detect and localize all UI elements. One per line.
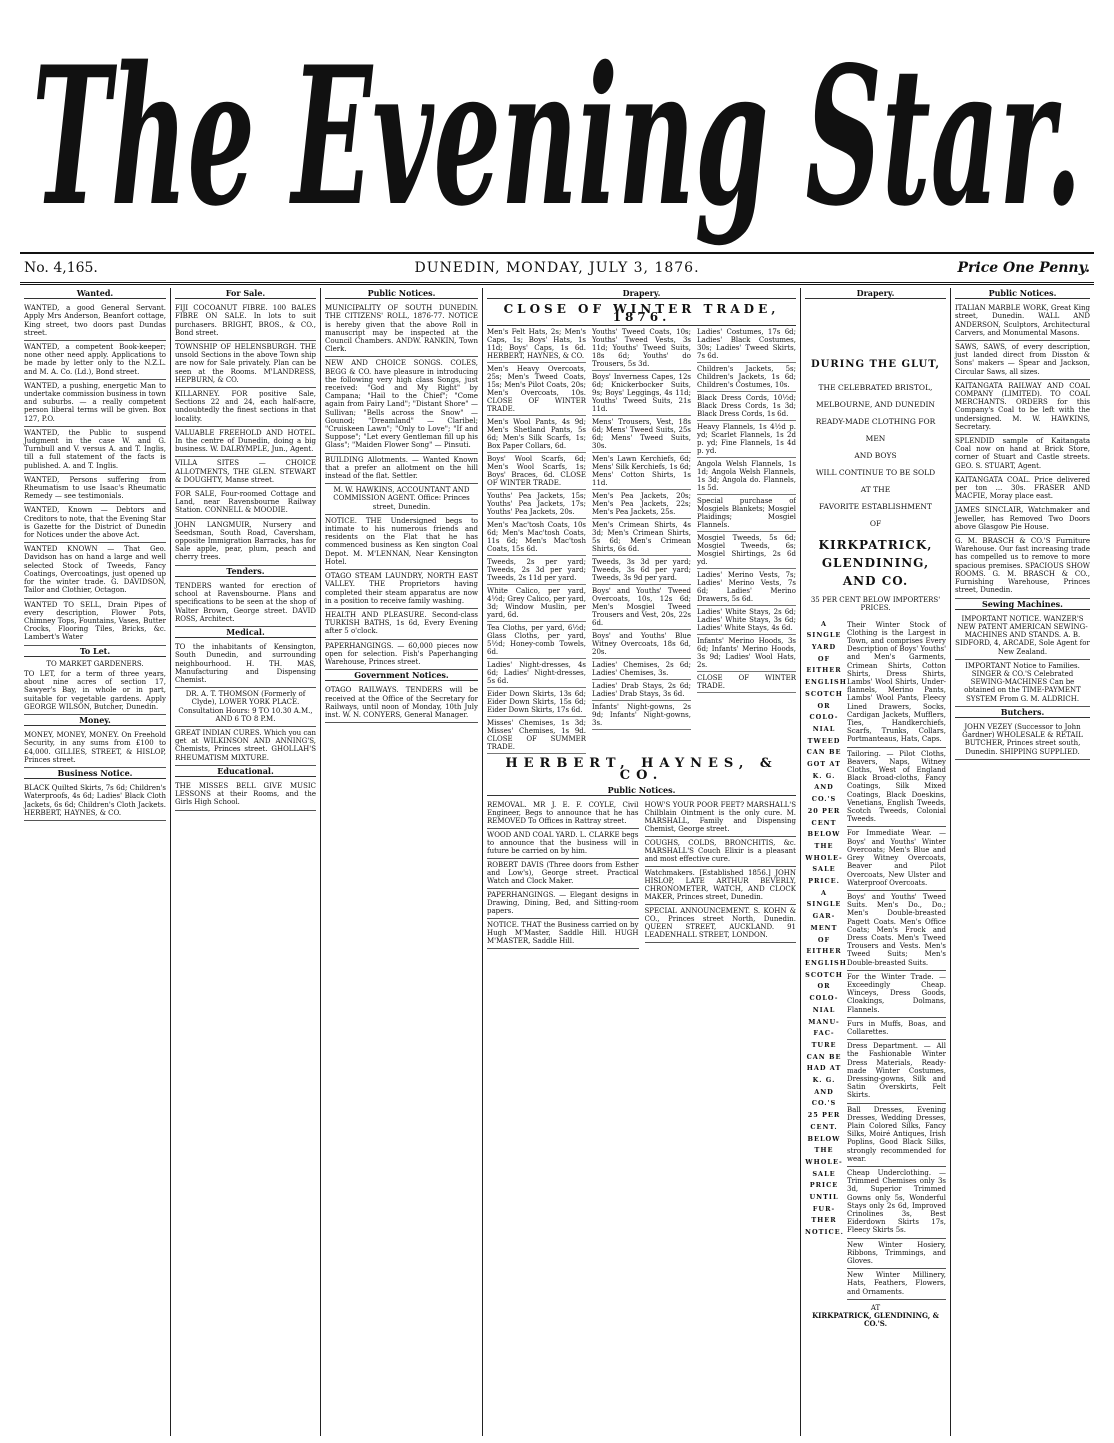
- public-notices-col-b: [645, 799, 797, 949]
- vertical-slogan-word: FAC-: [813, 1029, 835, 1038]
- ad: WANTED KNOWN — That Geo. Davidson has on hand a large and well selected Stock of Tweeds, Fancy Coatings, Overcoatings, just opened up for the winter trade. G. DAVIDSON, Tailor and Clothier, Octagon.: [24, 543, 166, 598]
- vertical-slogan-word: WHOLE-: [805, 853, 843, 862]
- vertical-slogan-word: THE: [814, 1146, 834, 1155]
- drapery-col-b: [592, 326, 691, 754]
- price-block: Tweeds, 3s 3d per yard; Tweeds, 3s 6d per yard; Tweeds, 3s 9d per yard.: [592, 556, 691, 585]
- drapery-col-c: [697, 326, 796, 754]
- price-block: Men's Crimean Shirts, 4s 3d; Men's Crimean Shirts, 5s 6d; Men's Crimean Shirts, 6s 6d.: [592, 519, 691, 556]
- column-drapery-kg: [800, 288, 950, 1436]
- vertical-slogan-word: SINGLE: [806, 631, 842, 640]
- ad: Boys' and Youths' Tweed Suits. Men's Do., Do.; Men's Double-breasted Pagett Coats. Men's Office Coats; Men's Frock and Dress Coats. Men's Tweed Trousers and Vests. Men's Tweed Suits; Men's Double-breasted Suits.: [847, 891, 946, 971]
- kg-firm: KIRKPATRICK, GLENDINING, AND CO.: [818, 538, 933, 589]
- section-heading-medical: Medical.: [175, 628, 316, 638]
- intro-line: OF: [869, 519, 882, 529]
- ad: WANTED TO SELL, Drain Pipes of every description, Flower Pots, Chimney Tops, Fountains, Vases, Butter Crocks, Flooring Tiles, Bricks, &c. Lambert's Water: [24, 599, 166, 646]
- ad: WANTED, Persons suffering from Rheumatism to use Isaac's Rheumatic Remedy — see testimonials.: [24, 474, 166, 505]
- vertical-slogan-word: NOTICE.: [805, 1228, 844, 1237]
- ad: MUNICIPALITY OF SOUTH DUNEDIN. THE CITIZENS' ROLL, 1876-77. NOTICE is hereby given that the above Roll in manuscript may be inspected at the Council Chambers. ANDW. RANKIN, Town Clerk.: [325, 302, 478, 357]
- price-block: Men's Wool Pants, 4s 9d; Men's Shetland Pants, 5s 6d; Men's Silk Scarfs, 1s; Box Paper Collars, 6d.: [487, 416, 586, 453]
- vertical-slogan-word: SALE: [812, 1169, 836, 1178]
- drapery-firm: HERBERT, HAYNES, & CO.: [505, 755, 778, 783]
- ad: Watchmakers. [Established 1856.] JOHN HISLOP, LATE ARTHUR BEVERLY, CHRONOMETER, WATCH, AND CLOCK MAKER, Princes street, Dunedin.: [645, 867, 797, 905]
- ad: Furs in Muffs, Boas, and Collarettes.: [847, 1018, 946, 1040]
- price-block: Eider Down Skirts, 13s 6d; Eider Down Skirts, 15s 6d; Eider Down Skirts, 17s 6d.: [487, 688, 586, 717]
- ad: MONEY, MONEY, MONEY. On Freehold Security, in any sums from £100 to £4,000. GILLIES, STREET, & HISLOP, Princes street.: [24, 729, 166, 768]
- price-block: Men's Mac'tosh Coats, 10s 6d; Men's Mac'tosh Coats, 11s 6d; Men's Mac'tosh Coats, 15s 6d.: [487, 519, 586, 556]
- vertical-slogan-word: CAN BE: [806, 748, 842, 757]
- ad: TOWNSHIP OF HELENSBURGH. THE unsold Sections in the above Town ship are now for Sale privately. Plan can be seen at the Rooms. M'LANDRESS, HEPBURN, & CO.: [175, 341, 316, 388]
- vertical-slogan-word: SCOTCH: [805, 689, 843, 698]
- kg-below: 35 PER CENT BELOW IMPORTERS' PRICES.: [810, 596, 941, 613]
- vertical-slogan-word: GAR-: [812, 912, 836, 921]
- vertical-slogan-word: ENGLISH: [805, 959, 847, 967]
- price-block: Special purchase of Mosgiels Blankets; Mosgiel Plaidings; Mosgiel Flannels.: [697, 495, 796, 532]
- kg-vertical-slogan: [805, 619, 847, 1300]
- intro-line: THE CELEBRATED BRISTOL, MELBOURNE, AND DUNEDIN: [816, 383, 935, 410]
- vertical-slogan-word: AND: [814, 1087, 834, 1096]
- ad: HEALTH AND PLEASURE. Second-class TURKISH BATHS, 1s 6d, Every Evening after 5 o'clock.: [325, 609, 478, 640]
- price-block: Ladies' Drab Stays, 2s 6d; Ladies' Drab Stays, 3s 6d.: [592, 680, 691, 701]
- ad: WANTED, Known — Debtors and Creditors to note, that the Evening Star is Gazette for the District of Dunedin for Notices under the above Act.: [24, 504, 166, 543]
- price-block: Children's Jackets, 5s; Children's Jackets, 1s 6d; Children's Costumes, 10s.: [697, 363, 796, 392]
- ad: KAITANGATA COAL. Price delivered per ton ... 30s. FRASER AND MACFIE, Moray place east.: [955, 474, 1090, 505]
- ad: WOOD AND COAL YARD. L. CLARKE begs to announce that the business will in future be carried on by him.: [487, 829, 639, 859]
- price-block: Ladies' Chemises, 2s 6d; Ladies' Chemises, 3s.: [592, 659, 691, 680]
- section-heading-butchers: Butchers.: [955, 708, 1090, 718]
- vertical-slogan-word: GOT AT: [807, 760, 841, 769]
- price: Price One Penny.: [957, 260, 1090, 276]
- ad: ROBERT DAVIS (Three doors from Esther and Low's), George street. Practical Watch and Clock Maker.: [487, 859, 639, 889]
- vertical-slogan-word: UNTIL: [809, 1193, 839, 1202]
- ad: COUGHS, COLDS, BRONCHITIS, &c. MARSHALL'S Couch Elixir is a pleasant and most effective cure.: [645, 837, 797, 867]
- masthead-title-graphic: [20, 18, 1094, 246]
- section-heading-educational: Educational.: [175, 767, 316, 777]
- vertical-slogan-word: AND: [814, 783, 834, 792]
- ad: WANTED, a good General Servant. Apply Mrs Anderson, Beanfort cottage, King street, two doors past Dundas street.: [24, 302, 166, 341]
- intro-line: AT THE: [860, 485, 891, 495]
- public-notices-grid: [487, 799, 796, 949]
- vertical-slogan-word: OF: [817, 935, 831, 944]
- section-heading-public-notices: Public Notices.: [325, 289, 478, 299]
- section-heading-money: Money.: [24, 716, 166, 726]
- drapery-price-grid: [487, 326, 796, 754]
- vertical-slogan-word: THE: [814, 841, 834, 850]
- ad: Ball Dresses, Evening Dresses, Wedding Dresses, Plain Colored Silks, Fancy Silks, Moiré Antiques, Irish Poplins, Good Black Silks, strongly recommended for wear.: [847, 1104, 946, 1167]
- masthead: [20, 18, 1094, 246]
- ad: SPLENDID sample of Kaitangata Coal now on hand at Brick Store, corner of Stuart and Castle streets. GEO. S. STUART, Agent.: [955, 435, 1090, 474]
- ad: OTAGO STEAM LAUNDRY, NORTH EAST VALLEY. THE Proprietors having completed their steam apparatus are now in a position to receive family washing.: [325, 570, 478, 609]
- vertical-slogan-word: 20 PER: [807, 806, 841, 815]
- vertical-slogan-word: WHOLE-: [805, 1157, 843, 1166]
- intro-line: FAVORITE ESTABLISHMENT: [819, 502, 932, 512]
- price-block: Infants' Night-gowns, 2s 9d; Infants' Night-gowns, 3s.: [592, 701, 691, 730]
- ad: THE MISSES BELL GIVE MUSIC LESSONS at their Rooms, and the Girls High School.: [175, 780, 316, 811]
- glut-heading: DURING THE GLUT,: [810, 359, 941, 371]
- price-block: Ladies' Costumes, 17s 6d; Ladies' Black Costumes, 30s; Ladies' Tweed Skirts, 7s 6d.: [697, 326, 796, 363]
- dateline-bar: [20, 252, 1094, 285]
- vertical-slogan-word: BELOW: [807, 1134, 841, 1143]
- ad: G. M. BRASCH & CO.'S Furniture Warehouse. Our fast increasing trade has compelled us to remove to more spacious premises. SPACIOUS SHOW ROOMS. G. M. BRASCH & CO., Furnishing Warehouse, Princes street, Dunedin.: [955, 535, 1090, 598]
- vertical-slogan-word: MANU-: [808, 1017, 840, 1026]
- vertical-slogan-word: SCOTCH: [805, 970, 843, 979]
- vertical-slogan-word: A: [820, 619, 828, 628]
- ad: WANTED, a pushing, energetic Man to undertake commission business in town and suburbs. — a really competent person liberal terms will be given. Box 127, P.O.: [24, 380, 166, 427]
- section-heading-government: Government Notices.: [325, 671, 478, 681]
- price-block: Men's Lawn Kerchiefs, 6d; Mens' Silk Kerchiefs, 1s 6d; Mens' Cotton Shirts, 1s 11d.: [592, 453, 691, 490]
- vertical-slogan-word: CAN BE: [806, 1052, 842, 1061]
- vertical-slogan-word: PRICE.: [808, 877, 840, 886]
- section-heading-drapery: Drapery.: [487, 289, 796, 299]
- vertical-slogan-word: THER: [811, 1216, 837, 1225]
- vertical-slogan-word: MENT: [810, 923, 838, 932]
- price-block: Boys' and Youths' Blue Witney Overcoats, 18s 6d, 20s.: [592, 630, 691, 659]
- vertical-slogan-word: YARD: [811, 643, 837, 652]
- ad: For the Winter Trade. — Exceedingly Cheap. Winceys, Dress Goods, Cloakings, Dolmans, Flannels.: [847, 971, 946, 1018]
- ad: REMOVAL. MR J. E. F. COYLE, Civil Engineer, Begs to announce that he has REMOVED To Offices in Rattray street.: [487, 799, 639, 829]
- ad: ITALIAN MARBLE WORK, Great King street, Dunedin. WALL AND ANDERSON, Sculptors, Architectural Carvers, and Monumental Masons.: [955, 302, 1090, 341]
- vertical-slogan-word: A: [820, 888, 828, 897]
- issue-number: No. 4,165.: [24, 260, 98, 276]
- price-block: Ladies' White Stays, 2s 6d; Ladies' White Stays, 3s 6d; Ladies' White Stays, 4s 6d.: [697, 606, 796, 635]
- vertical-slogan-word: TWEED: [807, 736, 841, 745]
- vertical-slogan-word: COLO-: [809, 713, 839, 722]
- ad: SAWS, SAWS, of every description, just landed direct from Disston & Sons' makers — Spear and Jackson, Circular Saws, all sizes.: [955, 341, 1090, 380]
- ad: TO LET, for a term of three years, about nine acres of section 17, Sawyer's Bay, in whole or in part, suitable for vegetable gardens. Apply GEORGE WILSON, Butcher, Dunedin.: [24, 668, 166, 715]
- vertical-slogan-word: CO.'S: [811, 795, 837, 804]
- ad: BLACK Quilted Skirts, 7s 6d; Children's Waterproofs, 4s 6d; Ladies' Black Cloth Jackets, 6s 6d; Children's Cloth Jackets. HERBERT, HAYNES, & CO.: [24, 782, 166, 821]
- price-block: Men's Heavy Overcoats, 25s; Men's Tweed Coats, 15s; Men's Pilot Coats, 20s; Men's Overcoats, 10s. CLOSE OF WINTER TRADE.: [487, 363, 586, 416]
- price-block: Tea Cloths, per yard, 6½d; Glass Cloths, per yard, 5½d; Honey-comb Towels, 6d.: [487, 622, 586, 659]
- ad: SPECIAL ANNOUNCEMENT. S. KOHN & CO., Princes street North, Dunedin. QUEEN STREET, AUCKLAND. 91 LEADENHALL STREET, LONDON.: [645, 905, 797, 943]
- vertical-slogan-word: FUR-: [812, 1204, 836, 1213]
- section-heading-for-sale: For Sale.: [175, 289, 316, 299]
- ad: M. W. HAWKINS, ACCOUNTANT AND COMMISSION AGENT. Office: Princes street, Dunedin.: [325, 484, 478, 515]
- ad: IMPORTANT NOTICE. WANZER'S NEW PATENT AMERICAN SEWING-MACHINES AND STANDS. A. B. SIDFORD, 4, ARCADE, Sole Agent for New Zealand.: [955, 613, 1090, 660]
- price-block: Youths' Tweed Coats, 10s; Youths' Tweed Vests, 3s 11d; Youths' Tweed Suits, 18s 6d; Youths' do Trousers, 5s 3d.: [592, 326, 691, 371]
- vertical-slogan-word: COLO-: [809, 994, 839, 1003]
- price-block: Men's Felt Hats, 2s; Men's Caps, 1s; Boys' Hats, 1s 11d; Boys' Caps, 1s 6d. HERBERT, HAYNES, & CO.: [487, 326, 586, 363]
- ad: TENDERS wanted for erection of school at Ravensbourne. Plans and specifications to be seen at the shop of Walter Brown, George street. DAVID ROSS, Architect.: [175, 580, 316, 627]
- masthead-title: The Evening Star.: [32, 25, 1082, 246]
- price-block: Black Dress Cords, 10½d; Black Dress Cords, 1s 3d; Black Dress Cords, 1s 6d.: [697, 392, 796, 421]
- drapery-col-a: [487, 326, 586, 754]
- ad: TO the inhabitants of Kensington, South Dunedin, and surrounding neighbourhood. H. TH. MAS, Manufacturing and Dispensing Chemist.: [175, 641, 316, 688]
- vertical-slogan-word: SINGLE: [806, 900, 842, 909]
- vertical-slogan-word: CO.'S: [811, 1099, 837, 1108]
- price-block: Mosgiel Tweeds, 5s 6d; Mosgiel Tweeds, 6s; Mosgiel Shirtings, 2s 6d yd.: [697, 532, 796, 569]
- intro-line: WILL CONTINUE TO BE SOLD: [815, 468, 936, 478]
- vertical-slogan-word: SALE: [812, 865, 836, 874]
- price-block: Angola Welsh Flannels, 1s 1d; Angola Welsh Flannels, 1s 3d; Angola do. Flannels, 1s 5d.: [697, 458, 796, 495]
- to-let-title: TO MARKET GARDENERS.: [46, 659, 144, 668]
- section-heading-sewing: Sewing Machines.: [955, 600, 1090, 610]
- price-block: Boys' Inverness Capes, 12s 6d; Knickerbocker Suits, 9s; Boys' Leggings, 4s 11d; Youths' Tweed Suits, 21s 11d.: [592, 371, 691, 416]
- vertical-slogan-word: EITHER: [806, 947, 842, 956]
- vertical-slogan-word: NIAL: [812, 1005, 836, 1014]
- ad: JAMES SINCLAIR, Watchmaker and Jeweller, has Removed Two Doors above Glasgow Pie House.: [955, 504, 1090, 535]
- price-block: Youths' Pea Jackets, 15s; Youths' Pea Jackets, 17s; Youths' Pea Jackets, 20s.: [487, 490, 586, 519]
- ad: OTAGO RAILWAYS. TENDERS will be received at the Office of the Secretary for Railways, until noon of Monday, 10th July inst. W. N. CONYERS, General Manager.: [325, 684, 478, 723]
- vertical-slogan-word: CENT: [811, 818, 837, 827]
- intro-line: AND BOYS: [854, 451, 897, 461]
- vertical-slogan-word: K. G.: [812, 771, 836, 780]
- vertical-slogan-word: EITHER: [806, 666, 842, 675]
- section-heading-wanted: Wanted.: [24, 289, 166, 299]
- ad: Dress Department. — All the Fashionable Winter Dress Materials, Ready-made Winter Costumes, Dressing-gowns, Silk and Satin Overskirts, Felt Skirts.: [847, 1040, 946, 1103]
- ad: NEW AND CHOICE SONGS. COLES, BEGG & CO. have pleasure in introducing the following very high class Songs, just received: "God and My Right" by Campana; "Hail to the Chief"; "Come again from Fairy Land"; "Distant Shore" — Sullivan; "Bells across the Snow" — Gounod; "Dreamland" — Claribel; "Cruiskeen Lawn"; "Only to Love"; "If and Suppose"; "Let every Gentleman fill up his Glass"; "Maiden Flower Song" — Pinsuti.: [325, 357, 478, 453]
- intro-line: READY-MADE CLOTHING FOR MEN: [815, 417, 936, 444]
- ad: PAPERHANGINGS. — Elegant designs in Drawing, Dining, Bed, and Sitting-room papers.: [487, 889, 639, 919]
- kg-body: [805, 619, 946, 1300]
- price-block: Mens' Trousers, Vest, 18s 6d; Mens' Tweed Suits, 25s 6d; Mens' Tweed Suits, 30s.: [592, 416, 691, 453]
- vertical-slogan-word: OF: [817, 654, 831, 663]
- kg-address: KIRKPATRICK, GLENDINING, & CO.'S.: [812, 1311, 939, 1329]
- columns: [20, 288, 1094, 1436]
- drapery-title: CLOSE OF WINTER TRADE, 1876.: [487, 302, 796, 325]
- vertical-slogan-word: TURE: [811, 1040, 837, 1049]
- ad: KAITANGATA RAILWAY AND COAL COMPANY (LIMITED). TO COAL MERCHANTS. ORDERS for this Company's Coal to be left with the undersigned. M. W. HAWKINS, Secretary.: [955, 380, 1090, 435]
- ad: WANTED, a competent Book-keeper; none other need apply. Applications to be made by letter only to the N.Z.L. and M. A. Co. (Ld.), Bond street.: [24, 341, 166, 380]
- ad: Tailoring. — Pilot Cloths, Beavers, Naps, Witney Cloths, West of England Black Broad-cloths, Fancy Coatings, Silk Mixed Coatings, Black Doeskins, Venetians, English Tweeds, Scotch Tweeds, Colonial Tweeds.: [847, 748, 946, 828]
- vertical-slogan-word: OR: [817, 982, 831, 991]
- ad: VILLA SITES — CHOICE ALLOTMENTS, THE GLEN. STEWART & DOUGHTY, Manse street.: [175, 457, 316, 488]
- ad: Their Winter Stock of Clothing is the Largest in Town, and comprises Every Description of Boys' Youths' and Men's Garments, Crimean Shirts, Cotton Shirts, Dress Shirts, Lambs' Wool Shirts, Under-flannels, Merino Pants, Lambs' Wool Pants, Fleecy Lined Drawers, Socks, Cardigan Jackets, Mufflers, Ties, Handkerchiefs, Scarfs, Trunks, Collars, Portmanteaus, Hats, Caps.: [847, 619, 946, 748]
- kg-text: [847, 619, 946, 1300]
- price-block: White Calico, per yard, 4½d; Grey Calico, per yard, 3d; Window Muslin, per yard, 6d.: [487, 585, 586, 622]
- vertical-slogan-word: OR: [817, 701, 831, 710]
- price-block: Boys' Wool Scarfs, 6d; Men's Wool Scarfs, 1s; Boys' Braces, 6d. CLOSE OF WINTER TRADE.: [487, 453, 586, 490]
- price-block: Heavy Flannels, 1s 4½d p. yd; Scarlet Flannels, 1s 2d p. yd; Fine Flannels, 1s 4d p. yd.: [697, 421, 796, 458]
- vertical-slogan-word: CENT.: [810, 1122, 838, 1131]
- ad: WANTED, the Public to suspend Judgment in the case W. and G. Turnbull and V. versus A. and T. Inglis, till a full statement of the facts is published. A. and T. Inglis.: [24, 427, 166, 474]
- ad: HOW'S YOUR POOR FEET? MARSHALL'S Chilblain Ointment is the only cure. M. MARSHALL, Family and Dispensing Chemist, George street.: [645, 799, 797, 837]
- price-block: CLOSE OF WINTER TRADE.: [697, 672, 796, 693]
- ad: BUILDING Allotments. — Wanted Known that a prefer an allotment on the hill instead of the flat. Settler.: [325, 454, 478, 485]
- ad: PAPERHANGINGS. — 60,000 pieces now open for selection. Fish's Paperhanging Warehouse, Princes street.: [325, 640, 478, 671]
- ad: JOHN VEZEY (Successor to John Gardner) WHOLESALE & RETAIL BUTCHER, Princes street south, Dunedin. SHIPPING SUPPLIED.: [955, 721, 1090, 760]
- ad: DR. A. T. THOMSON (Formerly of Clyde), LOWER YORK PLACE. Consultation Hours: 9 TO 10.30 A.M., AND 6 TO 8 P.M.: [175, 688, 316, 727]
- column-public-notices: [320, 288, 482, 1436]
- ad: FOR SALE, Four-roomed Cottage and Land, near Ravensbourne Railway Station. CONNELL & MOODIE.: [175, 488, 316, 519]
- ad: For Immediate Wear. — Boys' and Youths' Winter Overcoats; Men's Blue and Grey Witney Overcoats, Beaver and Pilot Overcoats, New Ulster and Waterproof Overcoats.: [847, 827, 946, 890]
- ad: GREAT INDIAN CURES. Which you can get at WILKINSON AND ANNING'S, Chemists, Princes street. GHOLLAH'S RHEUMATISM MIXTURE.: [175, 727, 316, 766]
- ad: VALUABLE FREEHOLD AND HOTEL. In the centre of Dunedin, doing a big business. W. DALRYMPLE, Jun., Agent.: [175, 427, 316, 458]
- ad: KILLARNEY. FOR positive Sale, Sections 22 and 24, each half-acre, undoubtedly the finest sections in that locality.: [175, 388, 316, 427]
- ad: FIJI COCOANUT FIBRE. 100 BALES FIBRE ON SALE. In lots to suit purchasers. BRIGHT, BROS., & CO., Bond street.: [175, 302, 316, 341]
- vertical-slogan-word: 25 PER: [807, 1111, 841, 1120]
- ad: IMPORTANT Notice to Families. SINGER & CO.'S Celebrated SEWING-MACHINES Can be obtained on the TIME-PAYMENT SYSTEM From G. M. ALDRICH.: [955, 660, 1090, 707]
- section-heading-tenders: Tenders.: [175, 567, 316, 577]
- column-for-sale: [170, 288, 320, 1436]
- ad: Cheap Underclothing. — Trimmed Chemises only 3s 3d, Superior Trimmed Gowns only 5s, Wonderful Stays only 2s 6d, Improved Crinolines 3s, Best Eiderdown Skirts 17s, Fleecy Skirts 5s.: [847, 1167, 946, 1239]
- price-block: Infants' Merino Hoods, 3s 6d; Infants' Merino Hoods, 3s 9d; Ladies' Wool Hats, 2s.: [697, 635, 796, 672]
- column-drapery: [482, 288, 800, 1436]
- section-heading-to-let: To Let.: [24, 647, 166, 657]
- ad: NOTICE. THAT the Business carried on by Hugh M'Master, Saddle Hill. HUGH M'MASTER, Saddle Hill.: [487, 919, 639, 949]
- ad: New Winter Hosiery, Ribbons, Trimmings, and Gloves.: [847, 1239, 946, 1270]
- section-heading-drapery-2: Drapery.: [805, 289, 946, 299]
- price-block: Ladies' Night-dresses, 4s 6d; Ladies' Night-dresses, 5s 6d.: [487, 659, 586, 688]
- vertical-slogan-word: HAD AT: [806, 1064, 842, 1073]
- vertical-slogan-word: ENGLISH: [805, 678, 847, 687]
- section-heading-business: Business Notice.: [24, 769, 166, 779]
- price-block: Misses' Chemises, 1s 3d; Misses' Chemises, 1s 9d. CLOSE OF SUMMER TRADE.: [487, 717, 586, 754]
- ad: NOTICE. THE Undersigned begs to intimate to his numerous friends and residents on the Flat that he has commenced business as Ken sington Coal Depot. M. M'LENNAN, Near Kensington Hotel.: [325, 515, 478, 570]
- public-notices-col-a: [487, 799, 639, 949]
- kg-at: AT: [870, 1303, 881, 1312]
- ad: New Winter Millinery, Hats, Feathers, Flowers, and Ornaments.: [847, 1269, 946, 1300]
- ad: JOHN LANGMUIR, Nursery and Seedsman, South Road, Caversham, opposite Immigration Barracks, has for Sale apple, pear, plum, peach and cherry trees.: [175, 519, 316, 566]
- vertical-slogan-word: NIAL: [812, 724, 836, 733]
- price-block: Boys' and Youths' Tweed Overcoats, 10s, 12s 6d; Men's Mosgiel Tweed Trousers and Vest, 20s, 22s 6d.: [592, 585, 691, 630]
- vertical-slogan-word: PRICE: [809, 1181, 839, 1190]
- kg-intro: [805, 379, 946, 532]
- vertical-slogan-word: BELOW: [807, 830, 841, 839]
- vertical-slogan-word: K. G.: [812, 1076, 836, 1085]
- price-block: Men's Pea Jackets, 20s; Men's Pea Jackets, 22s; Men's Pea Jackets, 25s.: [592, 490, 691, 519]
- place-date: DUNEDIN, MONDAY, JULY 3, 1876.: [414, 260, 700, 276]
- column-wanted: [20, 288, 170, 1436]
- price-block: Ladies' Merino Vests, 7s; Ladies' Merino Vests, 7s 6d; Ladies' Merino Drawers, 5s 6d.: [697, 569, 796, 606]
- column-public-notices-3: [950, 288, 1094, 1436]
- price-block: Tweeds, 2s per yard; Tweeds, 2s 3d per yard; Tweeds, 2s 11d per yard.: [487, 556, 586, 585]
- section-heading-public-notices-3: Public Notices.: [955, 289, 1090, 299]
- section-heading-public-notices-2: Public Notices.: [487, 786, 796, 796]
